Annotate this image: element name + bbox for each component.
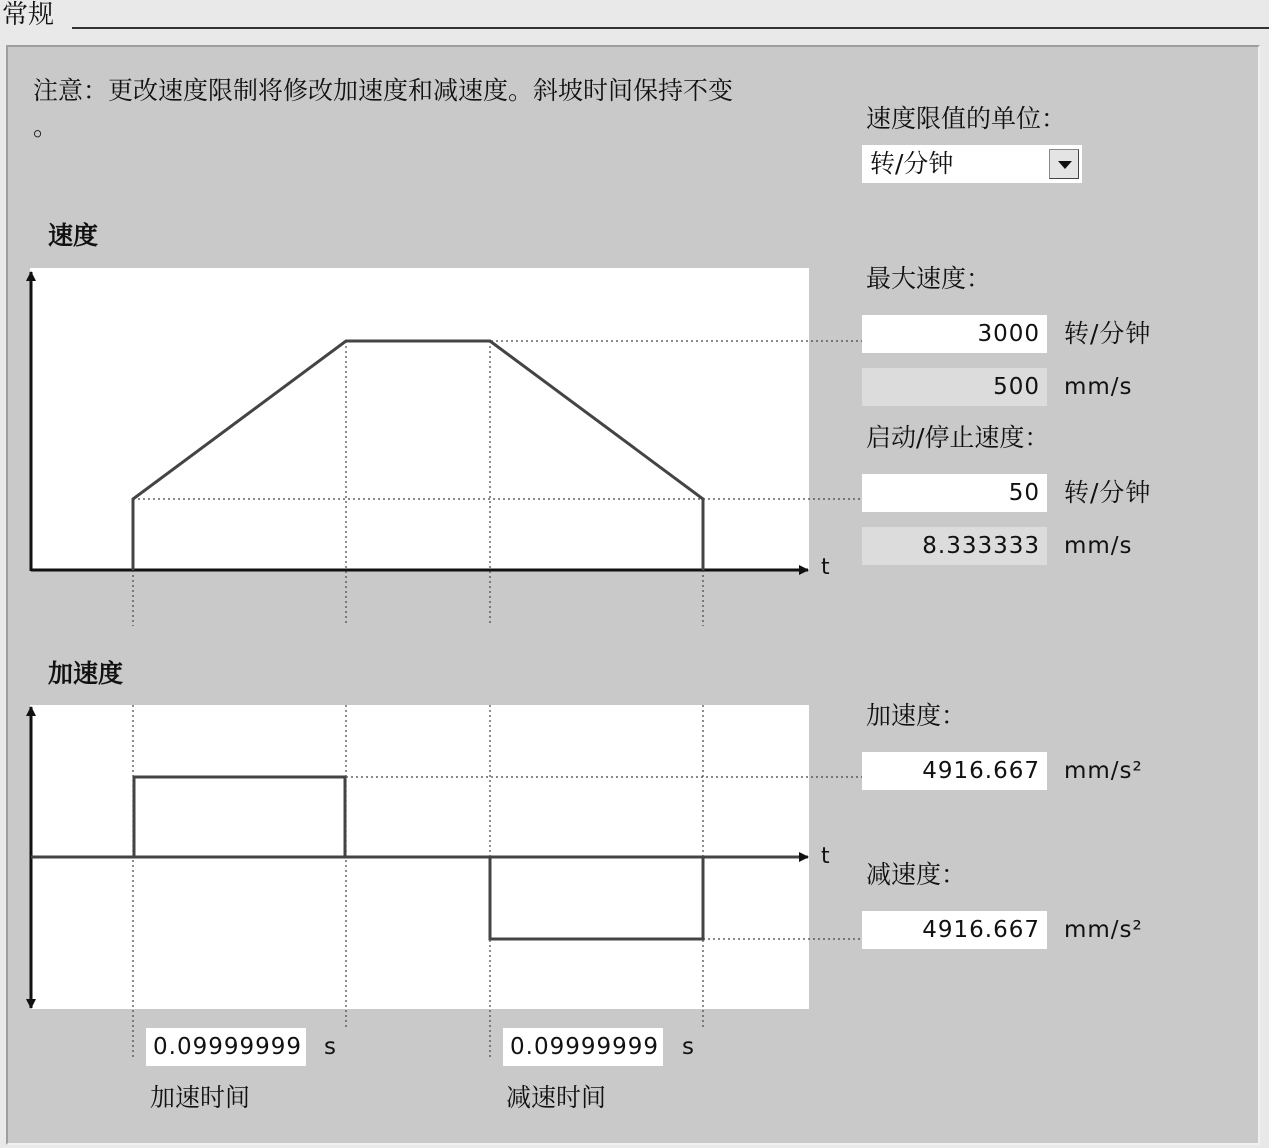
chevron-down-icon[interactable] (1049, 149, 1079, 179)
units-label: 速度限值的单位： (866, 104, 1067, 133)
deceleration-input[interactable]: 4916.667 (862, 911, 1047, 949)
max-speed-unit: 转/分钟 (1064, 319, 1152, 348)
start-stop-speed-mms-unit: mm/s (1064, 533, 1133, 559)
accel-time-label: 加速时间 (150, 1083, 251, 1112)
units-select[interactable] (862, 145, 1082, 183)
decel-time-input[interactable]: 0.09999999 (503, 1028, 663, 1066)
max-speed-input[interactable]: 3000 (862, 315, 1047, 353)
max-speed-mms-value: 500 (862, 368, 1047, 406)
note-text-continued: 。 (33, 112, 59, 141)
accel-t-label: t (821, 844, 830, 869)
start-stop-speed-input[interactable]: 50 (862, 474, 1047, 512)
velocity-chart-title: 速度 (48, 221, 99, 250)
decel-time-label: 减速时间 (506, 1083, 607, 1112)
velocity-t-label: t (821, 555, 830, 580)
max-speed-mms-unit: mm/s (1064, 374, 1133, 400)
acceleration-input[interactable]: 4916.667 (862, 752, 1047, 790)
note-text: 注意：更改速度限制将修改加速度和减速度。斜坡时间保持不变 (33, 76, 734, 105)
accel-time-unit: s (324, 1034, 337, 1060)
deceleration-unit: mm/s² (1064, 917, 1143, 943)
velocity-plot-area (30, 268, 809, 570)
decel-time-unit: s (682, 1034, 695, 1060)
accel-chart-title: 加速度 (48, 659, 124, 688)
accel-time-input[interactable]: 0.09999999 (146, 1028, 306, 1066)
start-stop-speed-mms-value: 8.333333 (862, 527, 1047, 565)
acceleration-label: 加速度： (866, 701, 967, 730)
section-title: 常规 (2, 0, 55, 30)
units-select-value: 转/分钟 (870, 149, 954, 178)
deceleration-label: 减速度： (866, 860, 967, 889)
start-stop-speed-unit: 转/分钟 (1064, 478, 1152, 507)
start-stop-speed-label: 启动/停止速度： (866, 423, 1050, 452)
acceleration-unit: mm/s² (1064, 758, 1143, 784)
max-speed-label: 最大速度： (866, 264, 992, 293)
